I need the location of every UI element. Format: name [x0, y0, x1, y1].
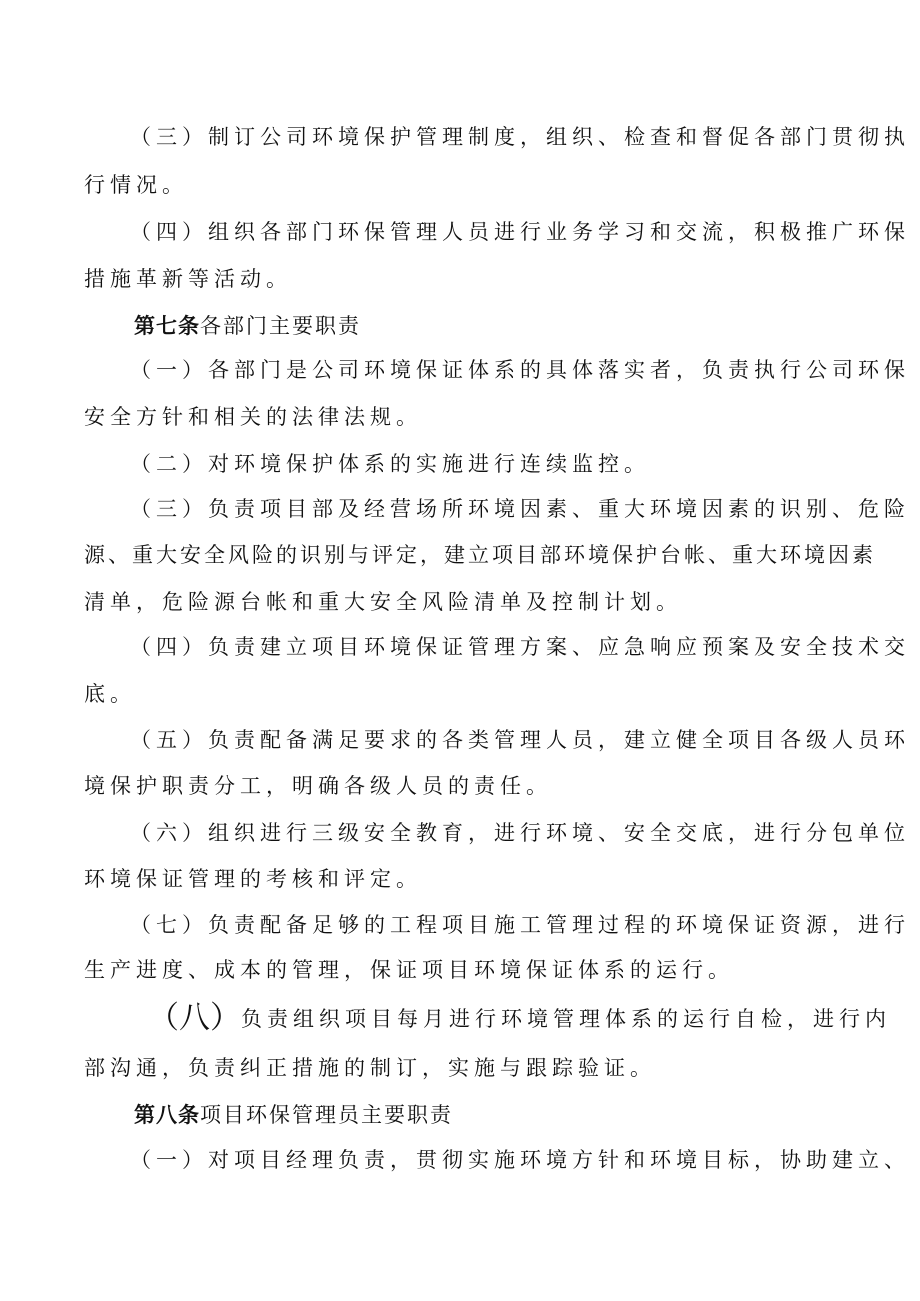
paragraph-line: （五）负责配备满足要求的各类管理人员，建立健全项目各级人员环: [130, 728, 910, 752]
paragraph-line: （三）负责项目部及经营场所环境因素、重大环境因素的识别、危险: [130, 497, 910, 521]
paragraph-line: （四）组织各部门环保管理人员进行业务学习和交流，积极推广环保: [130, 220, 910, 244]
paragraph-line: （二）对环境保护体系的实施进行连续监控。: [130, 452, 650, 476]
article-heading: [134, 1100, 453, 1130]
paragraph-line: 境保护职责分工，明确各级人员的责任。: [84, 774, 552, 798]
paragraph-line: 底。: [84, 682, 136, 706]
paragraph-line: （一）对项目经理负责，贯彻实施环境方针和环境目标，协助建立、: [130, 1148, 910, 1172]
paragraph-marker: （八）: [148, 1000, 241, 1036]
paragraph-line: 环境保证管理的考核和评定。: [84, 867, 422, 891]
article-title: 各部门主要职责: [200, 314, 361, 338]
paragraph-line: 清单，危险源台帐和重大安全风险清单及控制计划。: [84, 590, 682, 614]
paragraph-line: 生产进度、成本的管理，保证项目环境保证体系的运行。: [84, 958, 734, 982]
article-number: 第七条: [134, 314, 200, 338]
paragraph-line: （六）组织进行三级安全教育，进行环境、安全交底，进行分包单位: [130, 821, 910, 845]
paragraph-line: （一）各部门是公司环境保证体系的具体落实者，负责执行公司环保: [130, 358, 910, 382]
paragraph-text: 负责组织项目每月进行环境管理体系的运行自检，进行内: [241, 1007, 891, 1031]
paragraph-line: 行情况。: [84, 173, 188, 197]
article-heading: [134, 311, 361, 341]
paragraph-line: 源、重大安全风险的识别与评定，建立项目部环境保护台帐、重大环境因素: [84, 543, 876, 567]
paragraph-line: [148, 1000, 891, 1036]
paragraph-line: （四）负责建立项目环境保证管理方案、应急响应预案及安全技术交: [130, 635, 910, 659]
paragraph-line: 部沟通，负责纠正措施的制订，实施与跟踪验证。: [84, 1056, 656, 1080]
paragraph-line: 措施革新等活动。: [84, 267, 292, 291]
paragraph-line: （三）制订公司环境保护管理制度，组织、检查和督促各部门贯彻执: [130, 125, 910, 149]
paragraph-line: （七）负责配备足够的工程项目施工管理过程的环境保证资源，进行: [130, 913, 910, 937]
article-number: 第八条: [134, 1103, 200, 1127]
article-title: 项目环保管理员主要职责: [200, 1103, 453, 1127]
paragraph-line: 安全方针和相关的法律法规。: [84, 405, 422, 429]
